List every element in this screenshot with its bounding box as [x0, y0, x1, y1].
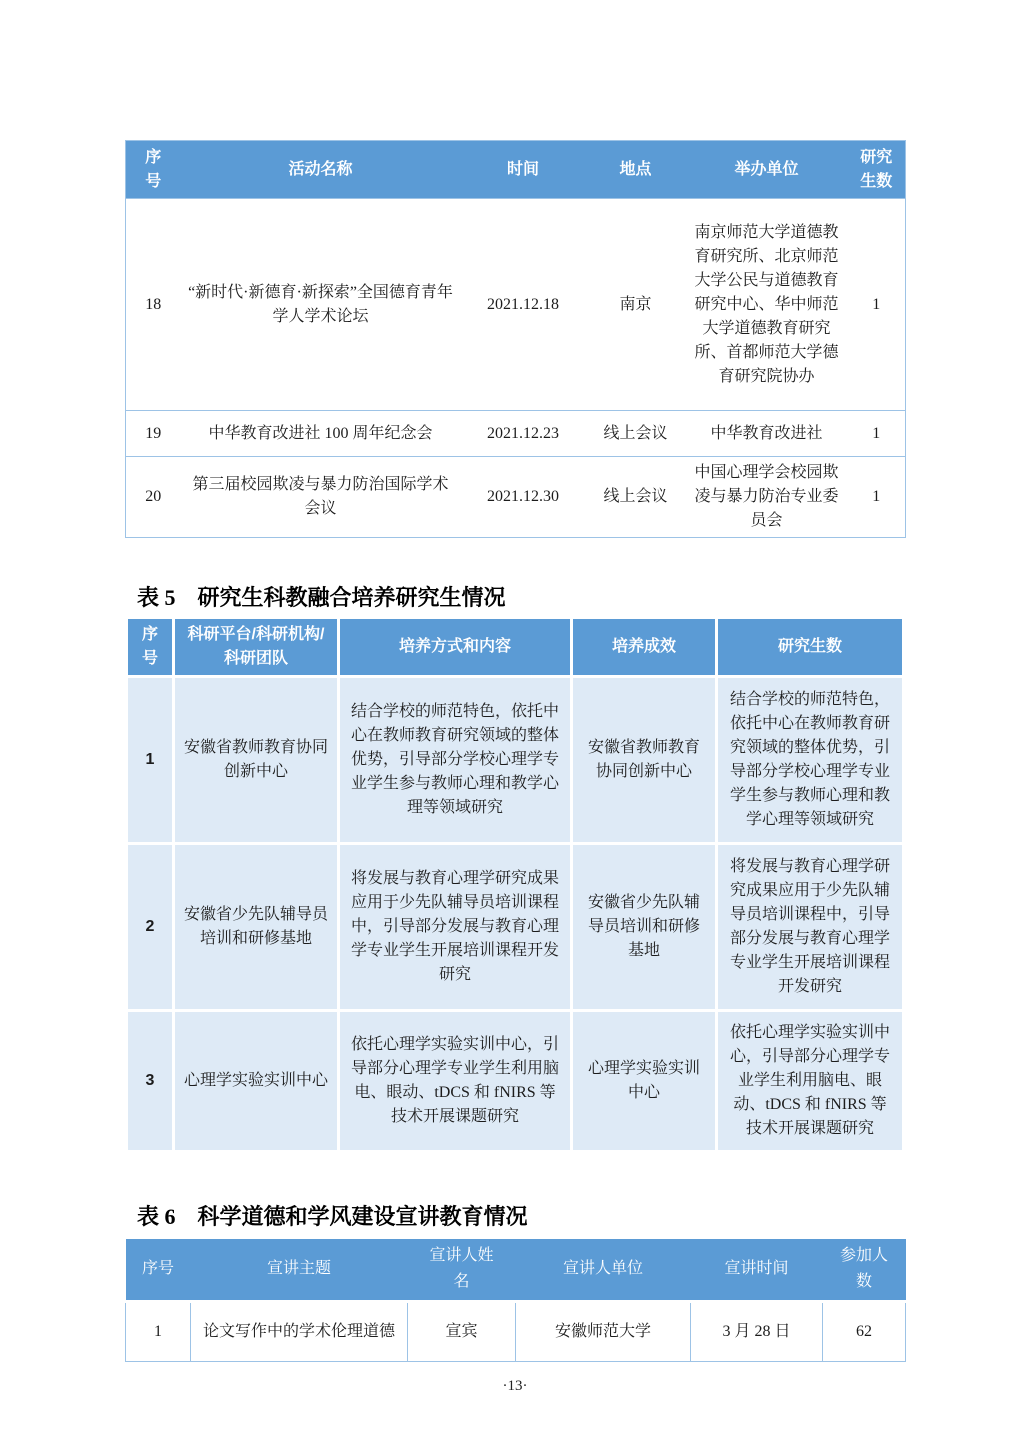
table6-title: 表 6 科学道德和学风建设宣讲教育情况 [137, 1204, 528, 1229]
cell-no: 19 [126, 411, 181, 457]
cell-no: 1 [128, 678, 172, 842]
table-row [126, 457, 906, 538]
column-header-topic: 宣讲主题 [191, 1239, 408, 1301]
science-education-table [125, 616, 905, 1153]
table-row [128, 845, 902, 1009]
cell-grad-count: 1 [848, 199, 906, 411]
column-header-speaker: 宣讲人姓名 [408, 1239, 516, 1301]
ethics-lecture-table [125, 1239, 906, 1362]
cell-grad-count: 1 [848, 457, 906, 538]
cell-platform: 安徽省少先队辅导员培训和研修基地 [175, 845, 337, 1009]
cell-grad-count: 结合学校的师范特色，依托中心在教师教育研究领域的整体优势，引导部分学校心理学专业学生参与教师心理和教学心理等领域研究 [718, 678, 902, 842]
column-header-unit: 宣讲人单位 [516, 1239, 691, 1301]
cell-unit: 安徽师范大学 [516, 1301, 691, 1361]
column-header-grad-count: 研究生数 [848, 141, 906, 199]
cell-grad-count: 依托心理学实验实训中心，引导部分心理学专业学生利用脑电、眼动、tDCS 和 fNIRS 等技术开展课题研究 [718, 1012, 902, 1150]
column-header-no: 序号 [126, 1239, 191, 1301]
page-number: ·13· [502, 1377, 528, 1394]
cell-activity-name: 中华教育改进社 100 周年纪念会 [181, 411, 461, 457]
cell-topic: 论文写作中的学术伦理道德 [191, 1301, 408, 1361]
cell-organizer: 中国心理学会校园欺凌与暴力防治专业委员会 [686, 457, 848, 538]
cell-attendee-count: 62 [823, 1301, 906, 1361]
column-header-activity-name: 活动名称 [181, 141, 461, 199]
cell-time: 3 月 28 日 [691, 1301, 823, 1361]
cell-place: 南京 [586, 199, 686, 411]
cell-platform: 心理学实验实训中心 [175, 1012, 337, 1150]
page-content [125, 140, 905, 1395]
cell-time: 2021.12.30 [461, 457, 586, 538]
column-header-no: 序号 [126, 141, 181, 199]
cell-outcome: 心理学实验实训中心 [573, 1012, 715, 1150]
table-row [128, 678, 902, 842]
column-header-time: 时间 [461, 141, 586, 199]
cell-outcome: 安徽省少先队辅导员培训和研修基地 [573, 845, 715, 1009]
table-row [126, 1301, 906, 1361]
column-header-method: 培养方式和内容 [340, 619, 570, 675]
table6-header-row [126, 1239, 906, 1301]
cell-no: 20 [126, 457, 181, 538]
cell-outcome: 安徽省教师教育协同创新中心 [573, 678, 715, 842]
table-row [126, 199, 906, 411]
activities-header-row [126, 141, 906, 199]
cell-no: 1 [126, 1301, 191, 1361]
column-header-platform: 科研平台/科研机构/科研团队 [175, 619, 337, 675]
column-header-outcome: 培养成效 [573, 619, 715, 675]
cell-method: 结合学校的师范特色，依托中心在教师教育研究领域的整体优势，引导部分学校心理学专业学生参与教师心理和教学心理等领域研究 [340, 678, 570, 842]
cell-no: 3 [128, 1012, 172, 1150]
cell-grad-count: 1 [848, 411, 906, 457]
cell-organizer: 中华教育改进社 [686, 411, 848, 457]
cell-place: 线上会议 [586, 457, 686, 538]
cell-method: 将发展与教育心理学研究成果应用于少先队辅导员培训课程中，引导部分发展与教育心理学专业学生开展培训课程开发研究 [340, 845, 570, 1009]
column-header-no: 序号 [128, 619, 172, 675]
cell-time: 2021.12.18 [461, 199, 586, 411]
column-header-attendee-count: 参加人数 [823, 1239, 906, 1301]
cell-place: 线上会议 [586, 411, 686, 457]
column-header-time: 宣讲时间 [691, 1239, 823, 1301]
cell-no: 18 [126, 199, 181, 411]
cell-activity-name: 第三届校园欺凌与暴力防治国际学术会议 [181, 457, 461, 538]
table5-header-row [128, 619, 902, 675]
table-row [126, 411, 906, 457]
cell-speaker: 宣宾 [408, 1301, 516, 1361]
cell-activity-name: “新时代·新德育·新探索”全国德育青年学人学术论坛 [181, 199, 461, 411]
activities-table [125, 140, 906, 538]
cell-no: 2 [128, 845, 172, 1009]
table5-title: 表 5 研究生科教融合培养研究生情况 [137, 585, 506, 610]
column-header-place: 地点 [586, 141, 686, 199]
cell-grad-count: 将发展与教育心理学研究成果应用于少先队辅导员培训课程中，引导部分发展与教育心理学专业学生开展培训课程开发研究 [718, 845, 902, 1009]
column-header-organizer: 举办单位 [686, 141, 848, 199]
cell-organizer: 南京师范大学道德教育研究所、北京师范大学公民与道德教育研究中心、华中师范大学道德教育研究所、首都师范大学德育研究院协办 [686, 199, 848, 411]
cell-time: 2021.12.23 [461, 411, 586, 457]
column-header-grad-count: 研究生数 [718, 619, 902, 675]
cell-method: 依托心理学实验实训中心，引导部分心理学专业学生利用脑电、眼动、tDCS 和 fNIRS 等技术开展课题研究 [340, 1012, 570, 1150]
table-row [128, 1012, 902, 1150]
cell-platform: 安徽省教师教育协同创新中心 [175, 678, 337, 842]
